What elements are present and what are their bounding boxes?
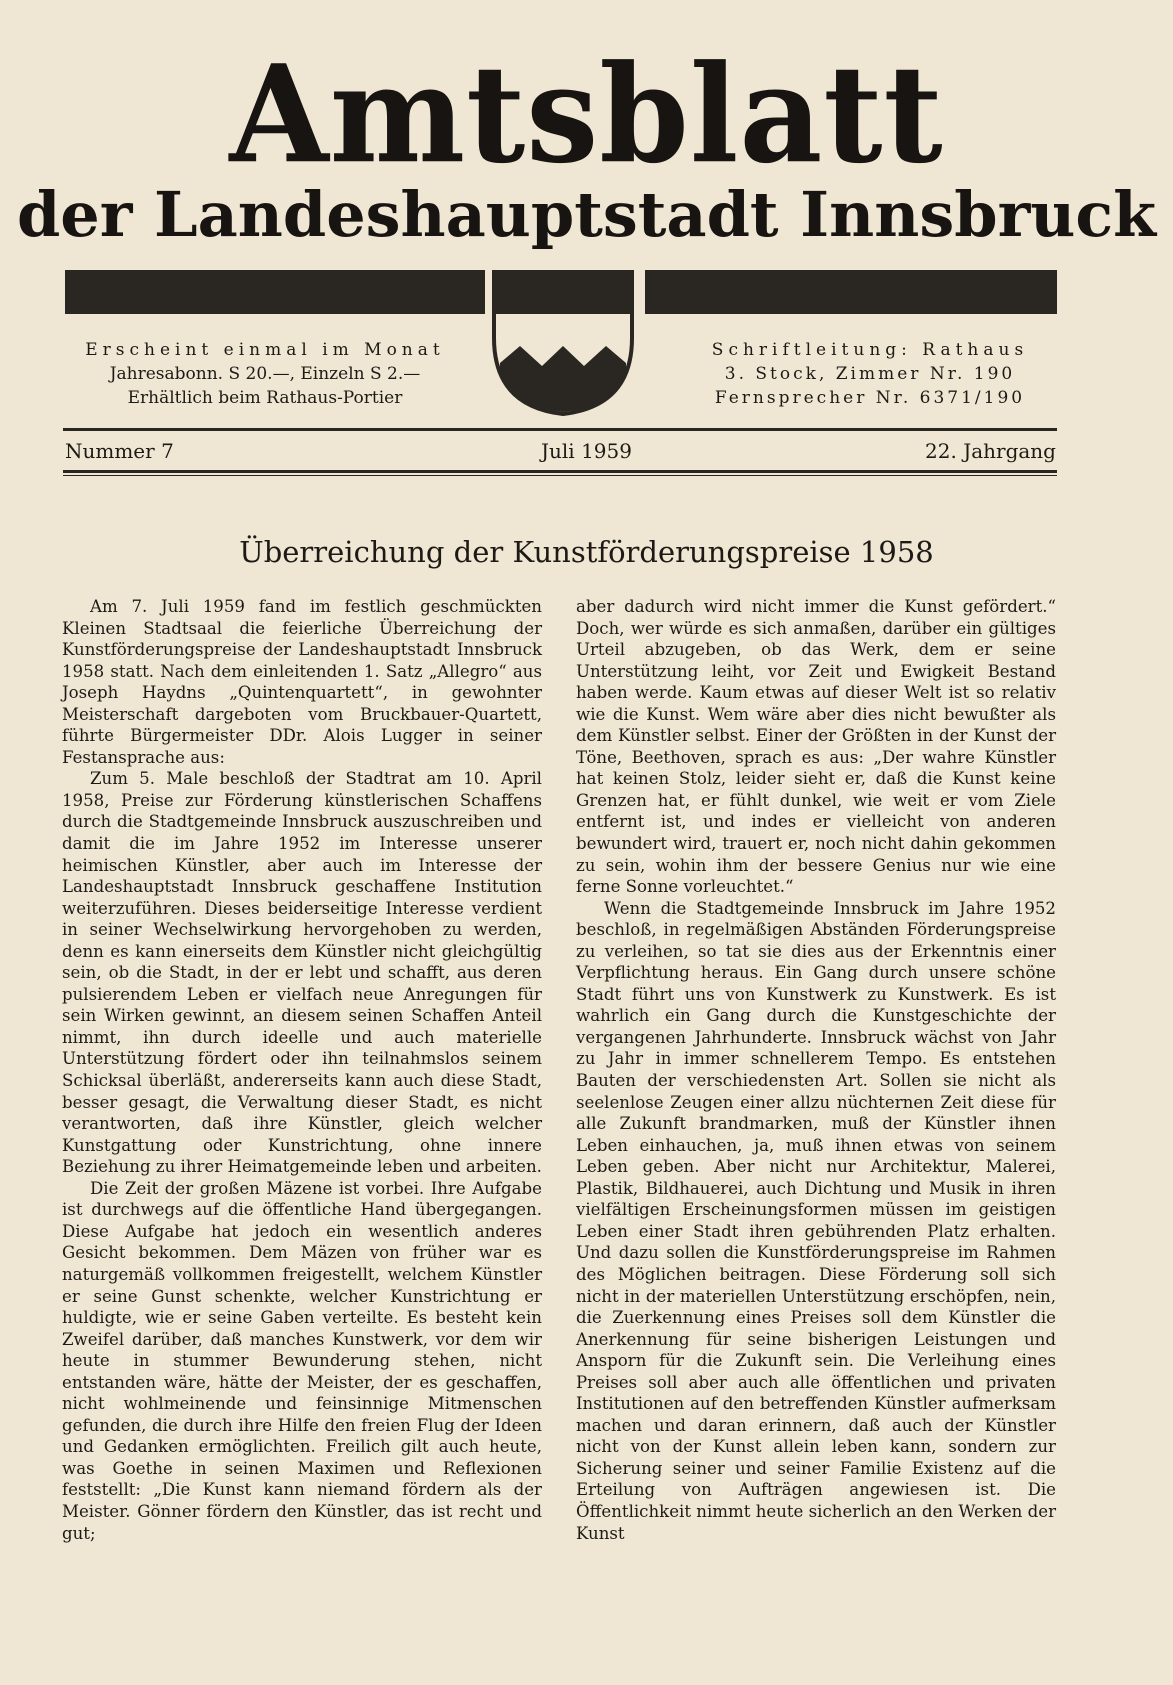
publication-info-right (670, 338, 1070, 410)
publication-info-left (65, 338, 465, 410)
masthead-title: Amtsblatt (229, 36, 944, 194)
issue-rule-top (63, 428, 1057, 431)
paragraph: Am 7. Juli 1959 fand im festlich geschmückten Kleinen Stadtsaal die feierliche Überreichung der Kunstförderungspreise der Landeshauptstadt Innsbruck 1958 statt. Nach dem einleitenden 1. Satz „Allegro“ aus Joseph Haydns „Quintenquartett“, in gewohnter Meisterschaft dargeboten vom Bruckbauer-Quartett, führte Bürgermeister DDr. Alois Lugger in seiner Festansprache aus: (62, 597, 542, 767)
masthead-subtitle: der Landeshauptstadt Innsbruck (16, 178, 1157, 251)
article-column-left (62, 596, 542, 1544)
paragraph: Zum 5. Male beschloß der Stadtrat am 10. April 1958, Preise zur Förderung künstlerischen Schaffens durch die Stadtgemeinde Innsbruck auszuschreiben und damit die im Jahre 1952 im Interesse unserer heimischen Künstler, aber auch im Interesse der Landeshauptstadt Innsbruck geschaffene Institution weiterzuführen. Dieses beiderseitige Interesse verdient in seiner Wechselwirkung hervorgehoben zu werden, denn es kann einerseits dem Künstler nicht gleichgültig sein, ob die Stadt, in der er lebt und schafft, aus deren pulsierendem Leben er vielfach neue Anregungen für sein Wirken gewinnt, an diesem seinen Schaffen Anteil nimmt, ihn durch ideelle und auch materielle Unterstützung fördert oder ihn teilnahmslos seinem Schicksal überläßt, andererseits kann auch diese Stadt, besser gesagt, die Verwaltung dieser Stadt, es nicht verantworten, daß ihre Künstler, gleich welcher Kunstgattung oder Kunstrichtung, ohne innere Beziehung zu ihrer Heimatgemeinde leben und arbeiten. (62, 769, 542, 1177)
issue-rule-bottom-thin (63, 475, 1057, 476)
issue-volume: 22. Jahrgang (925, 439, 1056, 463)
info-room: 3. Stock, Zimmer Nr. 190 (724, 364, 1016, 384)
info-editorial-office: Schriftleitung: Rathaus (711, 340, 1029, 360)
info-phone: Fernsprecher Nr. 6371/190 (714, 388, 1026, 408)
coat-of-arms-icon (490, 268, 636, 418)
issue-date: Juli 1959 (541, 439, 632, 463)
paragraph: aber dadurch wird nicht immer die Kunst gefördert.“ Doch, wer würde es sich anmaßen, darüber ein gültiges Urteil abzugeben, ob das Werk, dem er seine Unterstützung leiht, vor Zeit und Ewigkeit Bestand haben werde. Kaum etwas auf dieser Welt ist so relativ wie die Kunst. Wem wäre aber dies nicht bewußter als dem Künstler selbst. Einer der Größten in der Kunst der Töne, Beethoven, sprach es aus: „Der wahre Künstler hat keinen Stolz, leider sieht er, daß die Kunst keine Grenzen hat, er fühlt dunkel, wie weit er vom Ziele entfernt ist, und indes er vielleicht von anderen bewundert wird, trauert er, noch nicht dahin gekommen zu sein, wohin ihm der bessere Genius nur wie eine ferne Sonne vorleuchtet.“ (576, 597, 1056, 897)
issue-number: Nummer 7 (65, 439, 174, 463)
paragraph: Wenn die Stadtgemeinde Innsbruck im Jahre 1952 beschloß, in regelmäßigen Abständen Förderungspreise zu verleihen, so tat sie dies aus der Erkenntnis einer Verpflichtung heraus. Ein Gang durch unsere schöne Stadt führt uns von Kunstwerk zu Kunstwerk. Es ist wahrlich ein Gang durch die Kunstgeschichte der vergangenen Jahrhunderte. Innsbruck wächst von Jahr zu Jahr in immer schnellerem Tempo. Es entstehen Bauten der verschiedensten Art. Sollen sie nicht als seelenlose Zeugen einer allzu nüchternen Zeit diese für alle Zukunft brandmarken, muß der Künstler ihnen Leben einhauchen, ja, muß ihnen etwas von seinem Leben geben. Aber nicht nur Architektur, Malerei, Plastik, Bildhauerei, auch Dichtung und Musik in ihren vielfältigen Erscheinungsformen müssen im geistigen Leben einer Stadt ihren gebührenden Platz erhalten. Und dazu sollen die Kunstförderungspreise im Rahmen des Möglichen beitragen. Diese Förderung soll sich nicht in der materiellen Unterstützung erschöpfen, nein, die Zuerkennung eines Preises soll dem Künstler die Anerkennung für seine bisherigen Leistungen und Ansporn für die Zukunft sein. Die Verleihung eines Preises soll aber auch alle öffentlichen und privaten Institutionen auf den betreffenden Künstler aufmerksam machen und daran erinnern, daß auch der Künstler nicht von der Kunst allein leben kann, sondern zur Sicherung seiner und seiner Familie Existenz auf die Erteilung von Aufträgen angewiesen ist. Die Öffentlichkeit nimmt heute sicherlich an den Werken der Kunst (576, 898, 1057, 1543)
masthead-bar-right (645, 270, 1057, 314)
info-prices: Jahresabonn. S 20.—, Einzeln S 2.— (109, 364, 421, 384)
masthead-bar-left (65, 270, 485, 314)
info-frequency: Erscheint einmal im Monat (85, 340, 445, 360)
issue-rule-bottom (63, 470, 1057, 473)
info-availability: Erhältlich beim Rathaus-Portier (127, 388, 403, 408)
paragraph: Die Zeit der großen Mäzene ist vorbei. Ihre Aufgabe ist durchwegs auf die öffentliche Hand übergegangen. Diese Aufgabe hat jedoch ein wesentlich anderes Gesicht bekommen. Dem Mäzen von früher war es naturgemäß vollkommen freigestellt, welchem Künstler er seine Gunst schenkte, welcher Kunstrichtung er huldigte, wie er seine Gaben verteilte. Es besteht kein Zweifel darüber, daß manches Kunstwerk, vor dem wir heute in stummer Bewunderung stehen, nicht entstanden wäre, hätte der Meister, der es geschaffen, nicht wohlmeinende und feinsinnige Mitmenschen gefunden, die durch ihre Hilfe den freien Flug der Ideen und Gedanken ermöglichten. Freilich gilt auch heute, was Goethe in seinen Maximen und Reflexionen feststellt: „Die Kunst kann niemand fördern als der Meister. Gönner fördern den Künstler, das ist recht und gut; (62, 1178, 542, 1543)
article-column-right (576, 596, 1056, 1544)
article-headline: Überreichung der Kunstförderungspreise 1958 (239, 535, 934, 569)
